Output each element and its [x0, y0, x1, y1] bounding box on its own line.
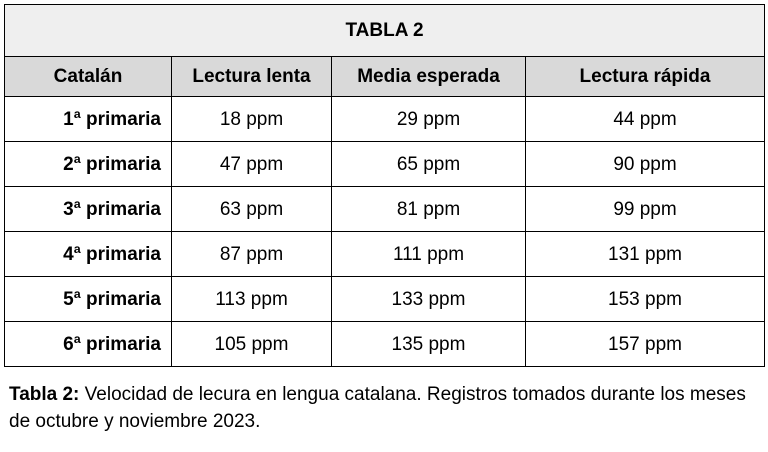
slow-reading-cell: 105 ppm — [172, 322, 332, 367]
grade-cell: 5ª primaria — [5, 277, 172, 322]
table-caption — [9, 381, 764, 435]
caption-label: Tabla 2: — [9, 384, 80, 405]
column-header-fast-reading: Lectura rápida — [526, 57, 765, 97]
slow-reading-cell: 87 ppm — [172, 232, 332, 277]
expected-average-cell: 111 ppm — [332, 232, 526, 277]
expected-average-cell: 29 ppm — [332, 97, 526, 142]
table-row — [5, 322, 765, 367]
fast-reading-cell: 153 ppm — [526, 277, 765, 322]
table-title: TABLA 2 — [5, 5, 765, 57]
table-row — [5, 97, 765, 142]
expected-average-cell: 81 ppm — [332, 187, 526, 232]
slow-reading-cell: 47 ppm — [172, 142, 332, 187]
fast-reading-cell: 157 ppm — [526, 322, 765, 367]
table-row — [5, 277, 765, 322]
table-title-row — [5, 5, 765, 57]
expected-average-cell: 133 ppm — [332, 277, 526, 322]
fast-reading-cell: 131 ppm — [526, 232, 765, 277]
column-header-language: Catalán — [5, 57, 172, 97]
grade-cell: 1ª primaria — [5, 97, 172, 142]
table-row — [5, 142, 765, 187]
table-row — [5, 232, 765, 277]
expected-average-cell: 65 ppm — [332, 142, 526, 187]
grade-cell: 3ª primaria — [5, 187, 172, 232]
table-row — [5, 187, 765, 232]
grade-cell: 6ª primaria — [5, 322, 172, 367]
fast-reading-cell: 90 ppm — [526, 142, 765, 187]
slow-reading-cell: 63 ppm — [172, 187, 332, 232]
grade-cell: 2ª primaria — [5, 142, 172, 187]
table-header-row — [5, 57, 765, 97]
expected-average-cell: 135 ppm — [332, 322, 526, 367]
column-header-slow-reading: Lectura lenta — [172, 57, 332, 97]
slow-reading-cell: 18 ppm — [172, 97, 332, 142]
slow-reading-cell: 113 ppm — [172, 277, 332, 322]
fast-reading-cell: 99 ppm — [526, 187, 765, 232]
reading-speed-table — [4, 4, 765, 367]
fast-reading-cell: 44 ppm — [526, 97, 765, 142]
caption-text: Velocidad de lecura en lengua catalana. Registros tomados durante los meses de octubre y noviembre 2023. — [9, 384, 746, 432]
column-header-expected-average: Media esperada — [332, 57, 526, 97]
grade-cell: 4ª primaria — [5, 232, 172, 277]
